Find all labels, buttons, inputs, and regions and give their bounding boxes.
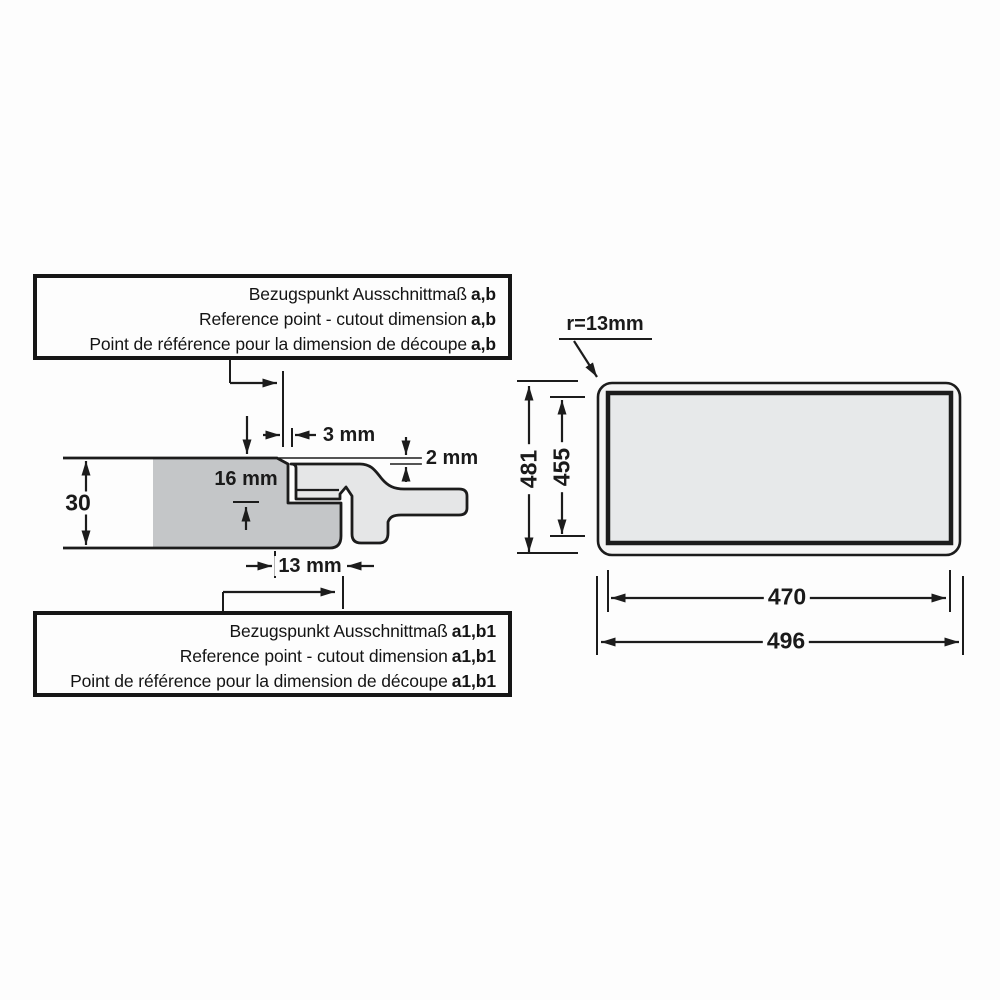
reference-text-fr: Point de référence pour la dimension de découpe xyxy=(89,334,467,354)
dim-outer-height: 481 xyxy=(518,444,541,494)
plan-inner-cutout-rect xyxy=(608,393,951,543)
reference-text-fr: Point de référence pour la dimension de découpe xyxy=(70,671,448,691)
reference-code-de: a,b xyxy=(471,284,496,304)
dim-outer-width: 496 xyxy=(763,630,809,653)
reference-text-de: Bezugspunkt Ausschnittmaß xyxy=(229,621,448,641)
dim-top-overlap: 2 mm xyxy=(422,448,482,468)
reference-text-en: Reference point - cutout dimension xyxy=(179,646,448,666)
reference-box-a1b1 xyxy=(33,611,512,697)
reference-code-en: a,b xyxy=(471,309,496,329)
dim-inner-height: 455 xyxy=(551,442,574,492)
corner-radius-label: r=13mm xyxy=(562,314,647,334)
reference-box-ab xyxy=(33,274,512,360)
dim-worktop-thickness: 30 xyxy=(61,492,95,515)
reference-text-de: Bezugspunkt Ausschnittmaß xyxy=(248,284,467,304)
dim-recess-depth: 16 mm xyxy=(214,468,278,490)
reference-code-en: a1,b1 xyxy=(451,646,496,666)
reference-code-fr: a1,b1 xyxy=(451,671,496,691)
reference-text-en: Reference point - cutout dimension xyxy=(198,309,467,329)
dim-edge-distance: 13 mm xyxy=(274,556,345,576)
dim-inner-width: 470 xyxy=(764,586,810,609)
dim-front-gap: 3 mm xyxy=(319,425,379,445)
reference-code-de: a1,b1 xyxy=(451,621,496,641)
reference-code-fr: a,b xyxy=(471,334,496,354)
